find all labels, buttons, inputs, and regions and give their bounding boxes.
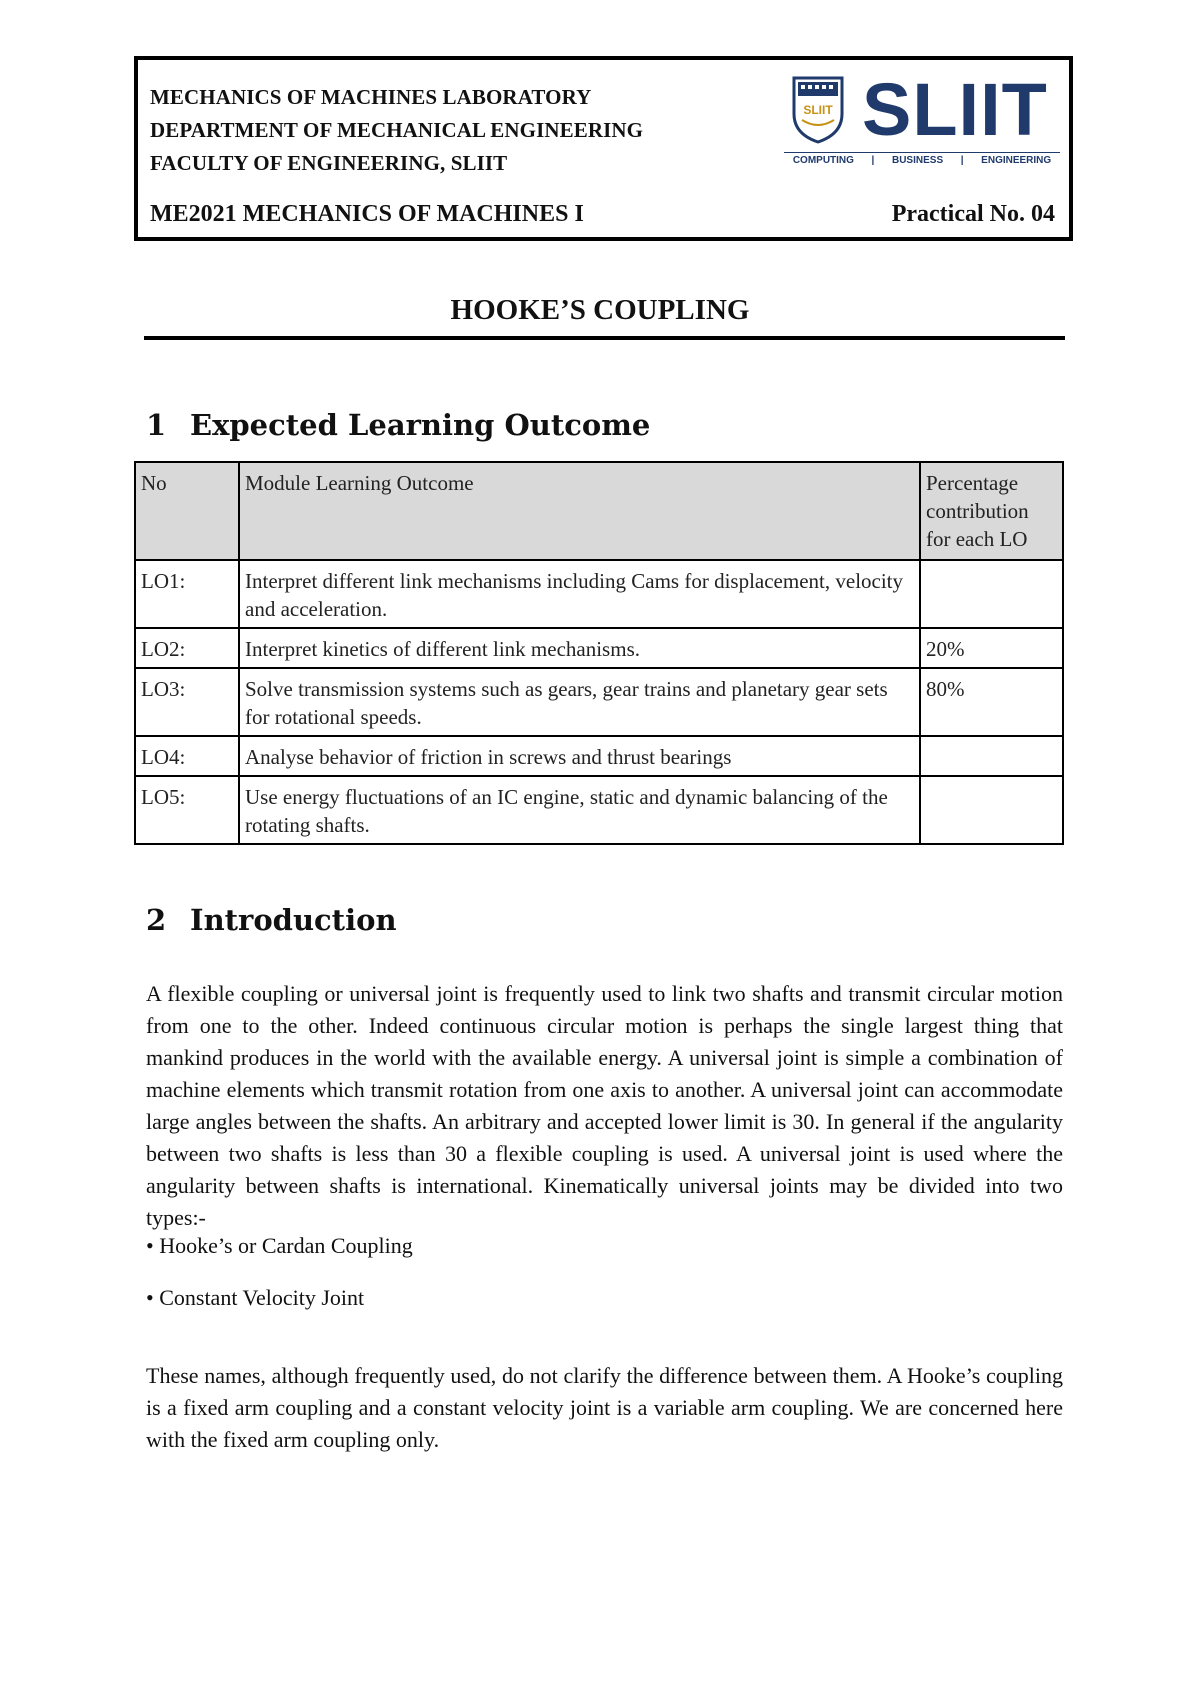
section-title: Expected Learning Outcome xyxy=(190,408,651,442)
logo-tag-engineering: ENGINEERING xyxy=(981,155,1052,166)
section-heading-introduction xyxy=(146,903,397,937)
column-header-percentage: Percentage contribution for each LO xyxy=(920,462,1063,560)
crest-text: SLIIT xyxy=(803,103,833,117)
lo-number: LO2: xyxy=(135,628,239,668)
lo-percentage xyxy=(920,560,1063,628)
lo-percentage xyxy=(920,776,1063,844)
logo-tag-computing: COMPUTING xyxy=(792,155,854,166)
lo-number: LO4: xyxy=(135,736,239,776)
lo-percentage xyxy=(920,736,1063,776)
table-row xyxy=(135,628,1063,668)
lo-description: Use energy fluctuations of an IC engine, static and dynamic balancing of the rotating shafts. xyxy=(239,776,920,844)
lab-name: MECHANICS OF MACHINES LABORATORY xyxy=(150,85,592,109)
lo-percentage: 20% xyxy=(920,628,1063,668)
faculty-name: FACULTY OF ENGINEERING, SLIIT xyxy=(150,151,508,175)
lo-description: Interpret kinetics of different link mechanisms. xyxy=(239,628,920,668)
table-row xyxy=(135,776,1063,844)
table-row xyxy=(135,560,1063,628)
section-heading-learning-outcome xyxy=(146,408,650,442)
column-header-outcome: Module Learning Outcome xyxy=(239,462,920,560)
lo-percentage: 80% xyxy=(920,668,1063,736)
list-item: • Hooke’s or Cardan Coupling xyxy=(146,1233,413,1258)
list-item: • Constant Velocity Joint xyxy=(146,1285,365,1310)
practical-number: Practical No. 04 xyxy=(891,201,1055,227)
table-row xyxy=(135,736,1063,776)
section-number: 2 xyxy=(146,903,167,937)
lo-description: Analyse behavior of friction in screws and thrust bearings xyxy=(239,736,920,776)
logo-tagline xyxy=(784,152,1060,168)
table-header-row xyxy=(135,462,1063,560)
column-header-no: No xyxy=(135,462,239,560)
intro-paragraph-2: These names, although frequently used, do not clarify the difference between them. A Hooke’s coupling is a fixed arm coupling and a constant velocity joint is a variable arm coupling. We are concerned here with the fixed arm coupling only. xyxy=(146,1363,1063,1452)
section-title: Introduction xyxy=(190,903,397,937)
logo-tag-sep: | xyxy=(871,155,875,166)
lo-description: Solve transmission systems such as gears, gear trains and planetary gear sets for rotational speeds. xyxy=(239,668,920,736)
logo-tag-business: BUSINESS xyxy=(891,155,944,166)
logo-tag-sep: | xyxy=(960,155,964,166)
lo-description: Interpret different link mechanisms including Cams for displacement, velocity and acceleration. xyxy=(239,560,920,628)
lo-number: LO1: xyxy=(135,560,239,628)
learning-outcome-table xyxy=(134,461,1064,845)
sliit-crest-icon xyxy=(790,74,846,144)
course-title: ME2021 MECHANICS OF MACHINES I xyxy=(150,201,584,227)
department-name: DEPARTMENT OF MECHANICAL ENGINEERING xyxy=(150,118,644,142)
document-title: HOOKE’S COUPLING xyxy=(450,294,750,326)
intro-paragraph: A flexible coupling or universal joint is frequently used to link two shafts and transmit circular motion from one to the other. Indeed continuous circular motion is perhaps the single largest thing that mankind produces in the world with the available energy. A universal joint is simple a combination of machine elements which transmit rotation from one axis to another. A universal joint can accommodate large angles between the shafts. An arbitrary and accepted lower limit is 30. In general if the angularity between two shafts is less than 30 a flexible coupling is used. A universal joint is used where the angularity between shafts is international. Kinematically universal joints may be divided into two types:- xyxy=(146,981,1063,1230)
lo-number: LO3: xyxy=(135,668,239,736)
section-number: 1 xyxy=(146,408,167,442)
lo-number: LO5: xyxy=(135,776,239,844)
title-divider xyxy=(144,336,1065,340)
sliit-logo xyxy=(784,70,1060,166)
document-header xyxy=(134,56,1073,241)
sliit-wordmark: SLIIT xyxy=(862,68,1048,151)
table-row xyxy=(135,668,1063,736)
